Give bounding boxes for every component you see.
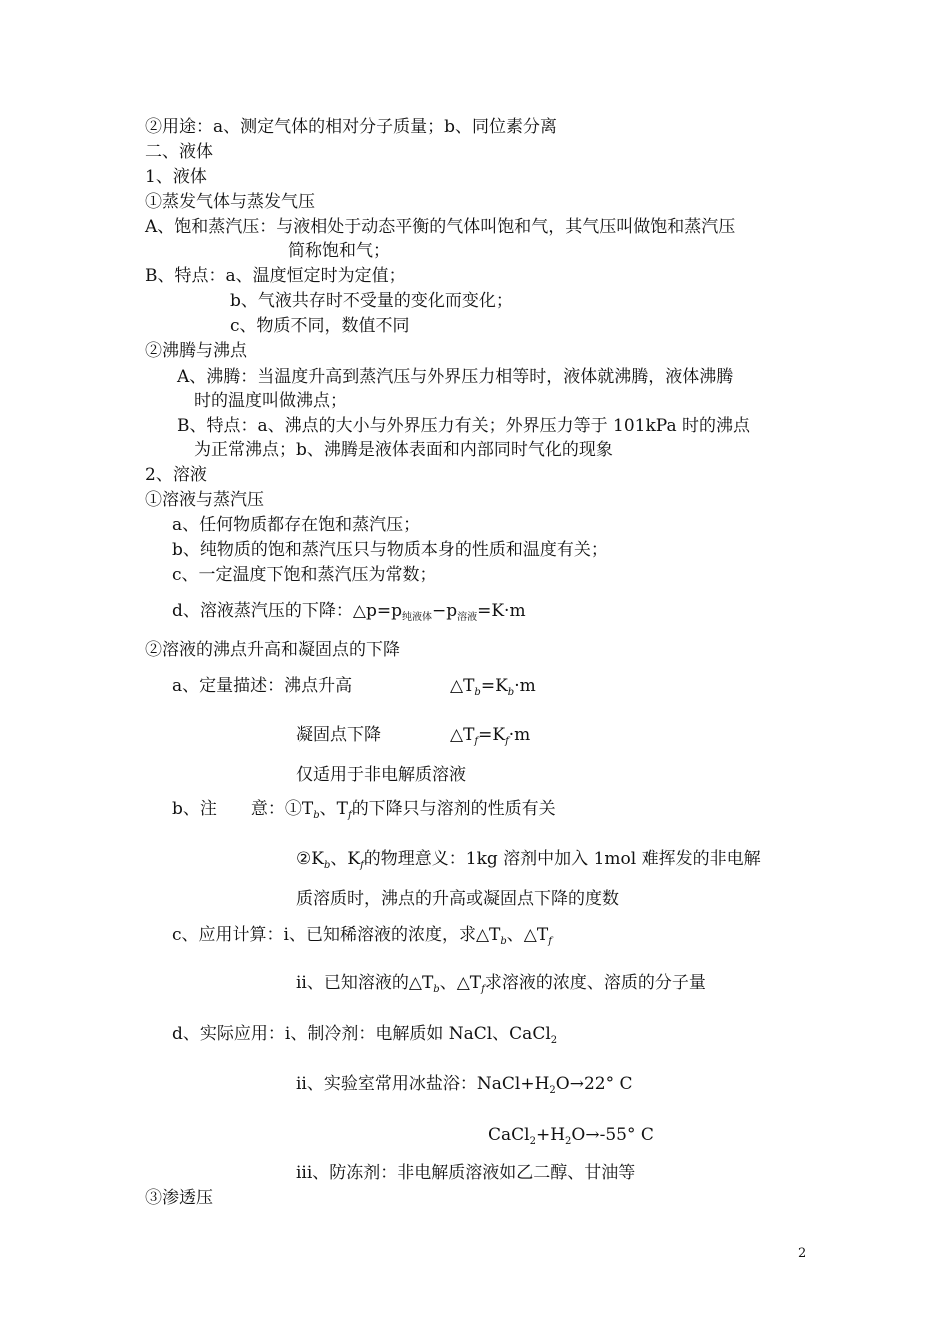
solution-point-c: c、一定温度下饱和蒸汽压为常数； bbox=[172, 565, 437, 585]
applicability-note: 仅适用于非电解质溶液 bbox=[296, 765, 466, 785]
boiling-definition: A、沸腾：当温度升高到蒸汽压与外界压力相等时，液体就沸腾，液体沸腾 bbox=[177, 367, 734, 387]
freezing-depression-label: 凝固点下降 bbox=[296, 725, 381, 745]
page-number: 2 bbox=[798, 1246, 807, 1261]
features-b: b、气液共存时不受量的变化而变化； bbox=[230, 291, 513, 311]
saturated-vapor-pressure-definition-cont: 简称饱和气； bbox=[288, 241, 390, 261]
subsection-heading-liquid: 1、液体 bbox=[145, 167, 207, 187]
notes-line-2: $②K_b$、$K_f$的物理意义：1kg 溶剂中加入 1mol 难挥发的非电解 bbox=[296, 849, 761, 871]
usage-line: ②用途：a、测定气体的相对分子质量；b、同位素分离 bbox=[145, 117, 558, 137]
application-line-1: d、实际应用：i、制冷剂：电解质如 NaCl、CaCl$_2$ bbox=[172, 1024, 558, 1046]
notes-line-3: 质溶质时，沸点的升高或凝固点下降的度数 bbox=[296, 889, 619, 909]
features-a: B、特点：a、温度恒定时为定值； bbox=[145, 266, 406, 286]
boiling-elevation-formula: $\triangle T_b=K_b\cdot m$ bbox=[450, 676, 536, 698]
quantitative-description-label: a、定量描述：沸点升高 bbox=[172, 676, 353, 696]
boiling-definition-cont: 时的温度叫做沸点； bbox=[194, 391, 347, 411]
boiling-features: B、特点：a、沸点的大小与外界压力有关；外界压力等于 101kPa 时的沸点 bbox=[177, 416, 750, 436]
solution-point-a: a、任何物质都存在饱和蒸汽压； bbox=[172, 515, 421, 535]
application-line-2: ii、实验室常用冰盐浴：$NaCl+H_2O\to 22^\circ$ C bbox=[296, 1074, 633, 1096]
application-line-3: $CaCl_2+H_2O\to-55^\circ$ C bbox=[488, 1125, 654, 1147]
subsection-heading-solution: 2、溶液 bbox=[145, 465, 207, 485]
topic-evaporation: ①蒸发气体与蒸发气压 bbox=[145, 192, 315, 212]
solution-point-b: b、纯物质的饱和蒸汽压只与物质本身的性质和温度有关； bbox=[172, 540, 608, 560]
application-line-4: iii、防冻剂：非电解质溶液如乙二醇、甘油等 bbox=[296, 1163, 636, 1183]
freezing-depression-formula: $\triangle T_f=K_f\cdot m$ bbox=[450, 725, 531, 747]
topic-boiling-elevation: ②溶液的沸点升高和凝固点的下降 bbox=[145, 640, 400, 660]
saturated-vapor-pressure-definition: A、饱和蒸汽压：与液相处于动态平衡的气体叫饱和气，其气压叫做饱和蒸汽压 bbox=[145, 217, 736, 237]
calculation-line-1: c、应用计算：i、已知稀溶液的浓度，求$\triangle T_b$、$\triangle T_f$ bbox=[172, 925, 552, 947]
calculation-line-2: ii、已知溶液的$\triangle T_b$、$\triangle T_f$求溶液的浓度、溶质的分子量 bbox=[296, 973, 706, 995]
topic-solution-vapor-pressure: ①溶液与蒸汽压 bbox=[145, 490, 264, 510]
notes-line-1: b、注 意：$①T_b$、$T_f$的下降只与溶剂的性质有关 bbox=[172, 799, 556, 821]
boiling-features-cont: 为正常沸点；b、沸腾是液体表面和内部同时气化的现象 bbox=[194, 440, 613, 460]
topic-boiling: ②沸腾与沸点 bbox=[145, 341, 247, 361]
topic-osmotic-pressure: ③渗透压 bbox=[145, 1188, 213, 1208]
vapor-pressure-lowering-formula: d、溶液蒸汽压的下降：$\triangle p=p_{纯液体}-p_{溶液}=K\cdot m$ bbox=[172, 601, 526, 623]
features-c: c、物质不同，数值不同 bbox=[230, 316, 410, 336]
section-heading-liquid: 二、液体 bbox=[145, 142, 213, 162]
